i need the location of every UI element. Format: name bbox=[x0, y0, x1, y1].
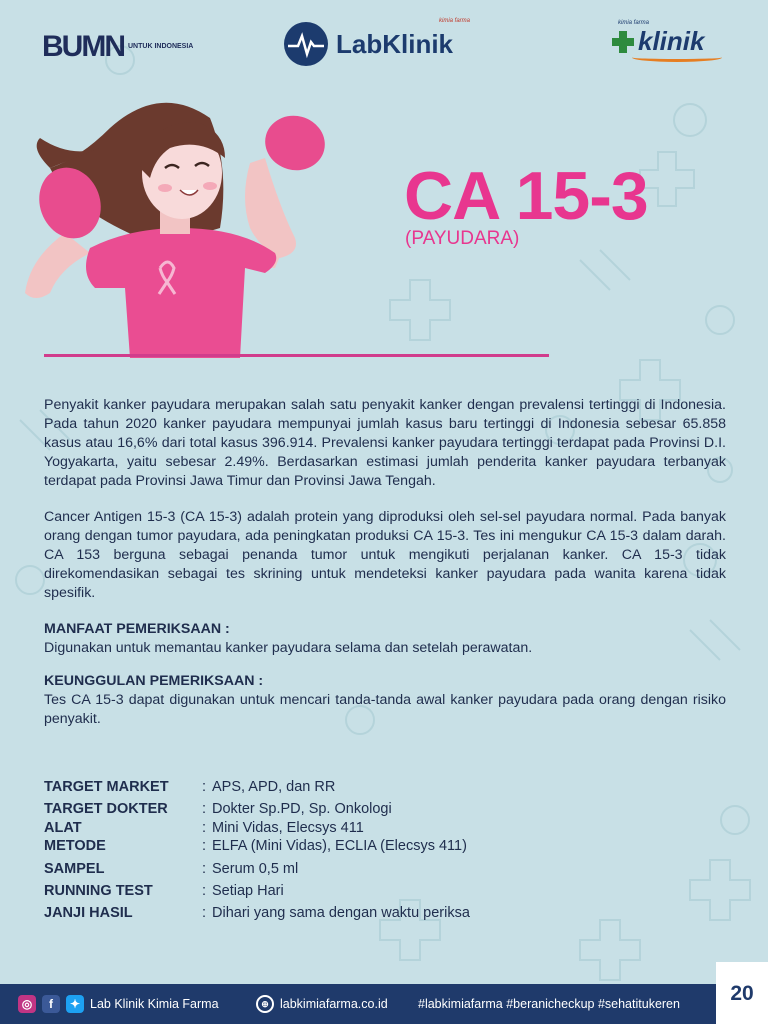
info-row bbox=[44, 903, 470, 923]
keunggulan-text: Tes CA 15-3 dapat digunakan untuk mencari tanda-tanda awal kanker payudara pada orang dengan risiko penyakit. bbox=[44, 692, 726, 727]
bumn-tagline: UNTUK INDONESIA bbox=[128, 43, 194, 50]
bumn-logo bbox=[42, 30, 198, 64]
info-colon: : bbox=[202, 905, 207, 921]
info-row bbox=[44, 799, 470, 819]
info-value: APS, APD, dan RR bbox=[212, 779, 336, 795]
twitter-icon[interactable]: ✦ bbox=[66, 995, 84, 1013]
info-label: ALAT bbox=[44, 820, 82, 836]
info-label: TARGET DOKTER bbox=[44, 801, 168, 817]
info-colon: : bbox=[202, 779, 207, 795]
labklinik-brand: kimia farma bbox=[439, 18, 471, 24]
page-title: CA 15-3 bbox=[404, 158, 648, 234]
klinik-wordmark: klinik bbox=[638, 26, 705, 56]
info-value: ELFA (Mini Vidas), ECLIA (Elecsys 411) bbox=[212, 838, 467, 854]
social-links bbox=[18, 984, 219, 1024]
info-colon: : bbox=[202, 801, 207, 817]
info-row bbox=[44, 837, 470, 855]
info-colon: : bbox=[202, 883, 207, 899]
page-number-box bbox=[716, 962, 768, 1024]
social-account-name[interactable]: Lab Klinik Kimia Farma bbox=[90, 997, 219, 1011]
info-value: Serum 0,5 ml bbox=[212, 861, 299, 877]
info-label: TARGET MARKET bbox=[44, 779, 169, 795]
website-url[interactable]: labkimiafarma.co.id bbox=[280, 997, 388, 1011]
manfaat-heading: MANFAAT PEMERIKSAAN : bbox=[44, 621, 230, 637]
info-colon: : bbox=[202, 820, 207, 836]
info-label: SAMPEL bbox=[44, 861, 105, 877]
info-value: Dihari yang sama dengan waktu periksa bbox=[212, 905, 470, 921]
hashtags bbox=[418, 984, 680, 1024]
labklinik-globe-icon bbox=[284, 22, 328, 66]
bumn-wordmark: BUMN bbox=[42, 30, 124, 63]
klinik-cross-icon bbox=[612, 31, 634, 53]
info-colon: : bbox=[202, 838, 207, 854]
info-value: Setiap Hari bbox=[212, 883, 284, 899]
info-colon: : bbox=[202, 861, 207, 877]
paragraph-intro: Penyakit kanker payudara merupakan salah satu penyakit kanker dengan prevalensi tertinggi di Indonesia. Pada tahun 2020 kanker payudara mempunyai jumlah kasus baru tertinggi di Indonesia sebesar 65.858 kasus atau 16,6% dari total kasus 396.914. Prevalensi kanker payudara tertinggi terdapat pada Provinsi D.I. Yogyakarta, yaitu sebesar 2.49%. Berdasarkan estimasi jumlah penderita kanker payudara terbanyak terdapat pada Provinsi Jawa Timur dan Provinsi Jawa Tengah. bbox=[44, 397, 726, 489]
website-link[interactable] bbox=[256, 984, 388, 1024]
paragraph-definition: Cancer Antigen 15-3 (CA 15-3) adalah protein yang diproduksi oleh sel-sel payudara normal. Pada banyak orang dengan tumor payudara, ada peningkatan produksi CA 15-3. Tes ini mengukur CA 15-3 dalam darah. CA 153 berguna sebagai penanda tumor untuk mengikuti perjalanan kanker. CA 15-3 tidak direkomendasikan sebagai tes skrining untuk mendeteksi kanker payudara pada wanita karena tidak spesifik. bbox=[44, 509, 726, 601]
info-row bbox=[44, 777, 470, 797]
hashtags-text: #labkimiafarma #beranicheckup #sehatitukeren bbox=[418, 997, 680, 1011]
header bbox=[0, 0, 768, 80]
info-value: Dokter Sp.PD, Sp. Onkologi bbox=[212, 801, 392, 817]
facebook-icon[interactable]: f bbox=[42, 995, 60, 1013]
content-body bbox=[44, 396, 726, 743]
info-label: RUNNING TEST bbox=[44, 883, 153, 899]
klinik-logo bbox=[612, 20, 722, 62]
info-row bbox=[44, 819, 470, 837]
info-row bbox=[44, 881, 470, 901]
labklinik-wordmark: LabKlinik bbox=[336, 28, 454, 59]
page-number: 20 bbox=[730, 982, 754, 1005]
title-divider bbox=[44, 354, 549, 357]
manfaat-text: Digunakan untuk memantau kanker payudara selama dan setelah perawatan. bbox=[44, 640, 533, 656]
keunggulan-heading: KEUNGGULAN PEMERIKSAAN : bbox=[44, 673, 264, 689]
page-subtitle: (PAYUDARA) bbox=[405, 228, 520, 249]
klinik-brand: kimia farma bbox=[618, 20, 650, 26]
info-value: Mini Vidas, Elecsys 411 bbox=[212, 820, 364, 836]
info-label: JANJI HASIL bbox=[44, 905, 133, 921]
info-label: METODE bbox=[44, 838, 106, 854]
info-table bbox=[44, 777, 470, 923]
boxing-girl-illustration bbox=[10, 88, 370, 358]
info-row bbox=[44, 859, 470, 879]
instagram-icon[interactable]: ◎ bbox=[18, 995, 36, 1013]
footer-bar bbox=[0, 984, 768, 1024]
labklinik-logo bbox=[284, 18, 471, 66]
globe-icon: ⊕ bbox=[256, 995, 274, 1013]
